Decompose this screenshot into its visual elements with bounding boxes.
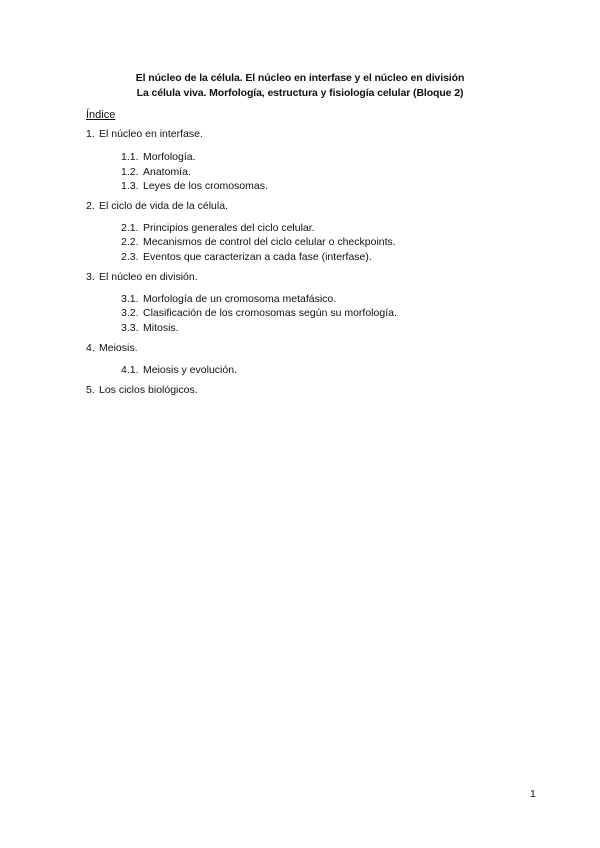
toc-subsection-2-1 bbox=[121, 221, 315, 235]
toc-section-title: El núcleo en interfase. bbox=[99, 128, 203, 140]
toc-subsection-title: Morfología de un cromosoma metafásico. bbox=[143, 293, 337, 305]
toc-section-title: Los ciclos biológicos. bbox=[99, 384, 198, 396]
toc-section-number: 5. bbox=[86, 384, 95, 396]
document-title bbox=[0, 71, 600, 101]
toc-subsection-title: Meiosis y evolución. bbox=[143, 364, 237, 376]
toc-subsection-number: 4.1. bbox=[121, 364, 139, 376]
title-line-1: El núcleo de la célula. El núcleo en interfase y el núcleo en división bbox=[135, 72, 465, 84]
toc-subsection-3-3 bbox=[121, 321, 179, 335]
page-number: 1 bbox=[530, 788, 536, 800]
toc-subsection-4-1 bbox=[121, 363, 237, 377]
toc-subsection-1-3 bbox=[121, 179, 268, 193]
toc-subsection-title: Eventos que caracterizan a cada fase (interfase). bbox=[143, 251, 372, 263]
toc-subsection-title: Clasificación de los cromosomas según su morfología. bbox=[143, 307, 397, 319]
toc-subsection-number: 3.1. bbox=[121, 293, 139, 305]
toc-subsection-number: 2.3. bbox=[121, 251, 139, 263]
toc-subsection-number: 3.3. bbox=[121, 322, 139, 334]
toc-subsection-number: 1.2. bbox=[121, 166, 139, 178]
toc-section-4 bbox=[86, 341, 138, 355]
toc-subsection-number: 2.1. bbox=[121, 222, 139, 234]
toc-section-number: 4. bbox=[86, 342, 95, 354]
toc-section-number: 2. bbox=[86, 200, 95, 212]
toc-section-title: El ciclo de vida de la célula. bbox=[99, 200, 228, 212]
toc-subsection-number: 3.2. bbox=[121, 307, 139, 319]
toc-subsection-number: 2.2. bbox=[121, 236, 139, 248]
toc-subsection-title: Mecanismos de control del ciclo celular o checkpoints. bbox=[143, 236, 396, 248]
title-line-2: La célula viva. Morfología, estructura y fisiología celular (Bloque 2) bbox=[136, 87, 464, 99]
toc-section-2 bbox=[86, 199, 228, 213]
toc-section-title: Meiosis. bbox=[99, 342, 138, 354]
index-heading: Índice bbox=[86, 109, 116, 121]
toc-subsection-2-3 bbox=[121, 250, 372, 264]
toc-subsection-title: Principios generales del ciclo celular. bbox=[143, 222, 315, 234]
toc-subsection-title: Anatomía. bbox=[143, 166, 191, 178]
toc-subsection-number: 1.3. bbox=[121, 180, 139, 192]
toc-section-1 bbox=[86, 127, 203, 141]
toc-subsection-title: Mitosis. bbox=[143, 322, 179, 334]
toc-section-number: 3. bbox=[86, 271, 95, 283]
toc-subsection-1-1 bbox=[121, 150, 196, 164]
toc-subsection-2-2 bbox=[121, 235, 396, 249]
toc-subsection-3-1 bbox=[121, 292, 336, 306]
toc-subsection-1-2 bbox=[121, 165, 191, 179]
toc-subsection-3-2 bbox=[121, 306, 397, 320]
toc-subsection-title: Morfología. bbox=[143, 151, 196, 163]
toc-section-5 bbox=[86, 383, 198, 397]
toc-section-3 bbox=[86, 270, 198, 284]
toc-subsection-number: 1.1. bbox=[121, 151, 139, 163]
toc-subsection-title: Leyes de los cromosomas. bbox=[143, 180, 268, 192]
toc-section-number: 1. bbox=[86, 128, 95, 140]
toc-section-title: El núcleo en división. bbox=[99, 271, 198, 283]
